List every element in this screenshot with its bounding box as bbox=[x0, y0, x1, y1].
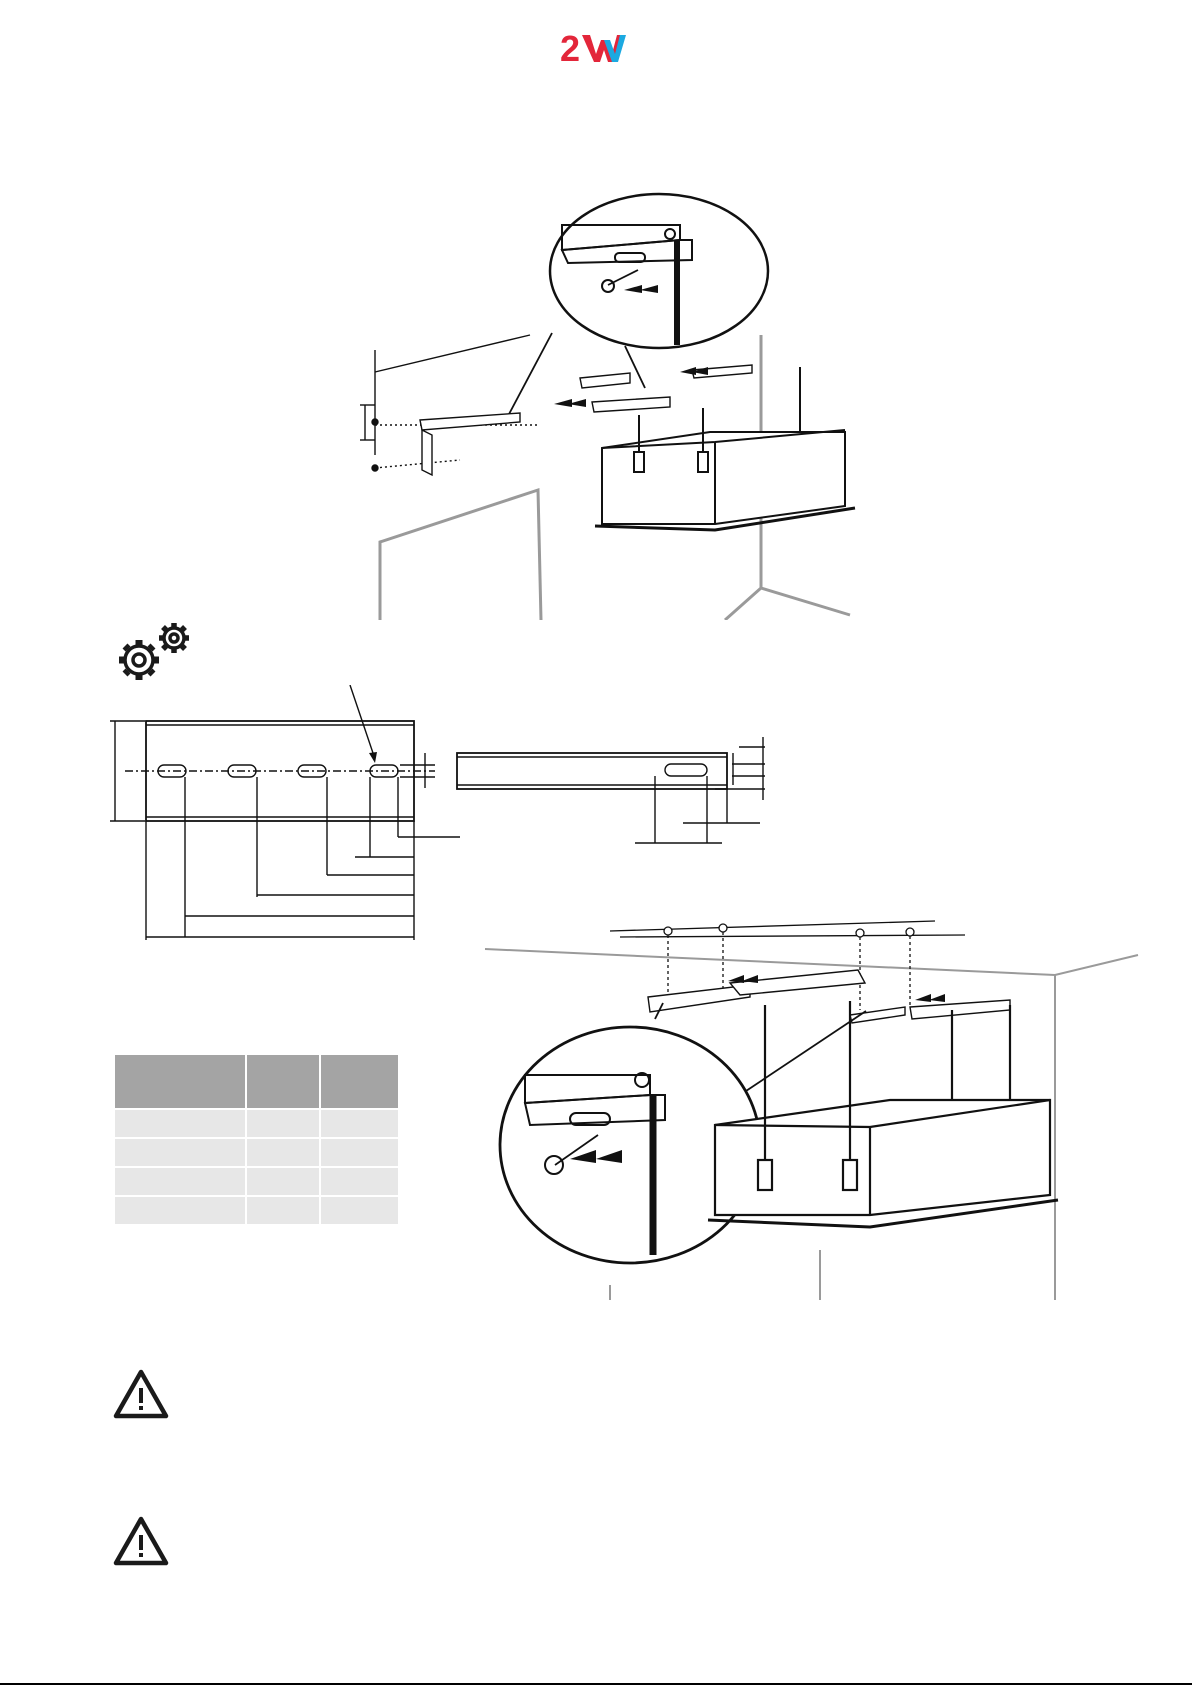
brackets-bottom bbox=[648, 970, 1010, 1023]
brand-logo bbox=[560, 28, 630, 68]
installation-diagram-top bbox=[340, 190, 860, 620]
table-cell bbox=[115, 1167, 246, 1196]
gears-icon bbox=[112, 618, 200, 686]
zoom-detail-top bbox=[508, 194, 768, 416]
table-cell bbox=[320, 1167, 399, 1196]
table-cell bbox=[115, 1138, 246, 1167]
bracket-dimension-drawing bbox=[105, 685, 785, 945]
table-cell bbox=[320, 1196, 399, 1225]
table-row bbox=[115, 1109, 399, 1138]
table-row bbox=[115, 1196, 399, 1225]
table-cell bbox=[246, 1109, 320, 1138]
logo-2: 2 bbox=[560, 28, 581, 68]
dimension-table bbox=[115, 1055, 400, 1226]
warning-triangle-icon bbox=[112, 1368, 170, 1420]
table-cell bbox=[246, 1196, 320, 1225]
table-cell bbox=[246, 1167, 320, 1196]
table-cell bbox=[115, 1109, 246, 1138]
dimension-lines-left bbox=[360, 335, 540, 471]
table-cell bbox=[320, 1109, 399, 1138]
installation-diagram-bottom bbox=[410, 915, 1145, 1300]
warning-triangle-icon bbox=[112, 1515, 170, 1567]
table-cell bbox=[115, 1196, 246, 1225]
hood-unit-bottom bbox=[708, 1001, 1058, 1227]
table-row bbox=[115, 1167, 399, 1196]
table-header-cell bbox=[115, 1055, 246, 1109]
hood-unit-top bbox=[595, 367, 855, 530]
table-cell bbox=[320, 1138, 399, 1167]
table-row bbox=[115, 1138, 399, 1167]
table-header-row bbox=[115, 1055, 399, 1109]
table-cell bbox=[246, 1138, 320, 1167]
table-header-cell bbox=[246, 1055, 320, 1109]
table-header-cell bbox=[320, 1055, 399, 1109]
